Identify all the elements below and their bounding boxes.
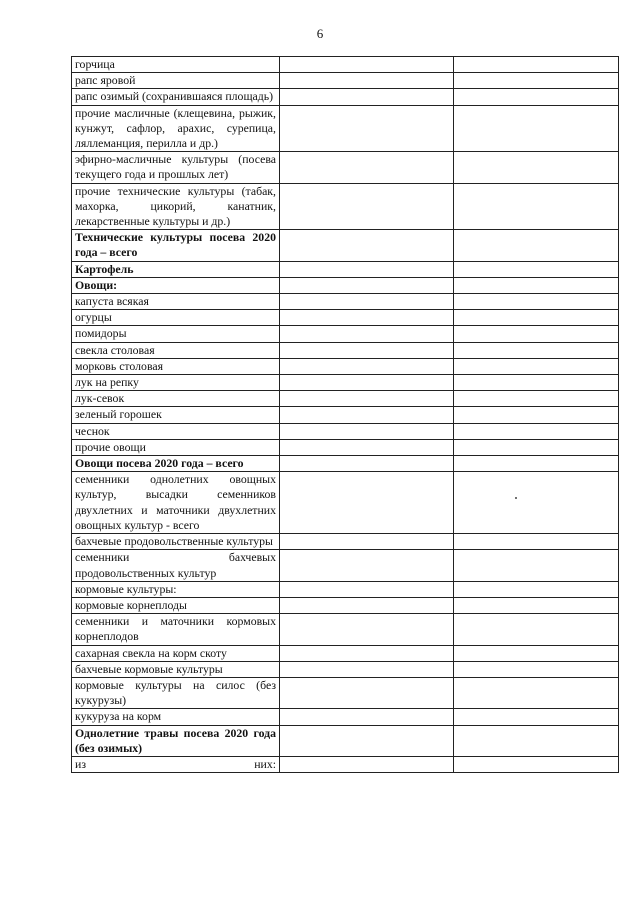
crop-label-cell: зеленый горошек xyxy=(72,407,280,423)
table-row xyxy=(72,391,619,407)
value-cell-1[interactable] xyxy=(280,550,454,581)
value-cell-1[interactable] xyxy=(280,326,454,342)
value-cell-2[interactable] xyxy=(454,597,619,613)
value-cell-1[interactable] xyxy=(280,709,454,725)
crop-label-cell: помидоры xyxy=(72,326,280,342)
value-cell-2[interactable] xyxy=(454,725,619,756)
crop-label-cell: Овощи посева 2020 года – всего xyxy=(72,456,280,472)
value-cell-1[interactable] xyxy=(280,375,454,391)
crop-label-cell: семенники и маточники кормовых корнеплодов xyxy=(72,614,280,645)
value-cell-1[interactable] xyxy=(280,277,454,293)
value-cell-2[interactable] xyxy=(454,423,619,439)
value-cell-2[interactable] xyxy=(454,183,619,230)
value-cell-2[interactable] xyxy=(454,472,619,534)
table-row xyxy=(72,105,619,152)
table-row xyxy=(72,439,619,455)
value-cell-1[interactable] xyxy=(280,456,454,472)
value-cell-2[interactable] xyxy=(454,89,619,105)
table-row xyxy=(72,661,619,677)
value-cell-2[interactable] xyxy=(454,756,619,772)
value-cell-1[interactable] xyxy=(280,105,454,152)
value-cell-2[interactable] xyxy=(454,358,619,374)
table-row xyxy=(72,261,619,277)
value-cell-1[interactable] xyxy=(280,73,454,89)
value-cell-1[interactable] xyxy=(280,661,454,677)
crops-table-body xyxy=(72,57,619,773)
table-row xyxy=(72,326,619,342)
crop-label-cell: чеснок xyxy=(72,423,280,439)
value-cell-1[interactable] xyxy=(280,391,454,407)
value-cell-1[interactable] xyxy=(280,407,454,423)
crop-label-cell: морковь столовая xyxy=(72,358,280,374)
crop-label-cell: прочие овощи xyxy=(72,439,280,455)
value-cell-1[interactable] xyxy=(280,183,454,230)
crop-label-cell: Картофель xyxy=(72,261,280,277)
value-cell-1[interactable] xyxy=(280,581,454,597)
crop-label-cell: рапс яровой xyxy=(72,73,280,89)
value-cell-2[interactable] xyxy=(454,57,619,73)
table-row xyxy=(72,756,619,772)
table-row xyxy=(72,183,619,230)
crop-label-cell: кормовые корнеплоды xyxy=(72,597,280,613)
value-cell-1[interactable] xyxy=(280,725,454,756)
table-row xyxy=(72,645,619,661)
value-cell-1[interactable] xyxy=(280,342,454,358)
crops-table xyxy=(71,56,619,773)
value-cell-2[interactable] xyxy=(454,439,619,455)
table-row xyxy=(72,294,619,310)
value-cell-2[interactable] xyxy=(454,709,619,725)
value-cell-1[interactable] xyxy=(280,152,454,183)
value-cell-2[interactable] xyxy=(454,342,619,358)
table-row xyxy=(72,456,619,472)
value-cell-2[interactable] xyxy=(454,277,619,293)
value-cell-1[interactable] xyxy=(280,310,454,326)
value-cell-1[interactable] xyxy=(280,294,454,310)
crop-label-cell: капуста всякая xyxy=(72,294,280,310)
value-cell-1[interactable] xyxy=(280,534,454,550)
page-number: 6 xyxy=(316,26,324,41)
crop-label-cell: эфирно-масличные культуры (посева текущего года и прошлых лет) xyxy=(72,152,280,183)
crop-label-cell: Овощи: xyxy=(72,277,280,293)
value-cell-2[interactable] xyxy=(454,534,619,550)
value-cell-1[interactable] xyxy=(280,597,454,613)
value-cell-2[interactable] xyxy=(454,407,619,423)
value-cell-2[interactable] xyxy=(454,614,619,645)
crop-label-cell: рапс озимый (сохранившаяся площадь) xyxy=(72,89,280,105)
crop-label-cell: семенники однолетних овощных культур, высадки семенников двухлетних и маточники двухлетних овощных культур - всего xyxy=(72,472,280,534)
value-cell-2[interactable] xyxy=(454,391,619,407)
value-cell-2[interactable] xyxy=(454,581,619,597)
value-cell-2[interactable] xyxy=(454,152,619,183)
crop-label-cell: прочие технические культуры (табак, махорка, цикорий, канатник, лекарственные культуры и др.) xyxy=(72,183,280,230)
table-row xyxy=(72,581,619,597)
table-row xyxy=(72,277,619,293)
table-row xyxy=(72,89,619,105)
table-row xyxy=(72,534,619,550)
crop-label-cell: из них: xyxy=(72,756,280,772)
value-cell-2[interactable] xyxy=(454,261,619,277)
crop-label-cell: кукуруза на корм xyxy=(72,709,280,725)
value-cell-2[interactable] xyxy=(454,230,619,261)
crop-label-cell: бахчевые кормовые культуры xyxy=(72,661,280,677)
value-cell-2[interactable] xyxy=(454,73,619,89)
value-cell-1[interactable] xyxy=(280,57,454,73)
crop-label-cell: кормовые культуры: xyxy=(72,581,280,597)
value-cell-2[interactable] xyxy=(454,677,619,708)
value-cell-2[interactable] xyxy=(454,294,619,310)
crop-label-cell: горчица xyxy=(72,57,280,73)
table-row xyxy=(72,152,619,183)
crop-label-cell: кормовые культуры на силос (без кукурузы) xyxy=(72,677,280,708)
value-cell-1[interactable] xyxy=(280,472,454,534)
value-cell-1[interactable] xyxy=(280,756,454,772)
crop-label-cell: свекла столовая xyxy=(72,342,280,358)
value-cell-2[interactable] xyxy=(454,550,619,581)
crop-label-cell: лук на репку xyxy=(72,375,280,391)
crop-label-cell: бахчевые продовольственные культуры xyxy=(72,534,280,550)
crop-label-cell: прочие масличные (клещевина, рыжик, кунжут, сафлор, арахис, сурепица, ляллеманция, перилла и др.) xyxy=(72,105,280,152)
crop-label-cell: лук-севок xyxy=(72,391,280,407)
value-cell-1[interactable] xyxy=(280,423,454,439)
crop-label-cell: семенники бахчевых продовольственных культур xyxy=(72,550,280,581)
table-row xyxy=(72,597,619,613)
value-cell-1[interactable] xyxy=(280,439,454,455)
value-cell-2[interactable] xyxy=(454,661,619,677)
table-row xyxy=(72,550,619,581)
table-row xyxy=(72,725,619,756)
scan-speck xyxy=(515,497,517,499)
table-row xyxy=(72,614,619,645)
value-cell-1[interactable] xyxy=(280,677,454,708)
value-cell-2[interactable] xyxy=(454,105,619,152)
crop-label-cell: Технические культуры посева 2020 года – всего xyxy=(72,230,280,261)
table-row xyxy=(72,677,619,708)
value-cell-1[interactable] xyxy=(280,614,454,645)
table-row xyxy=(72,230,619,261)
value-cell-1[interactable] xyxy=(280,261,454,277)
value-cell-2[interactable] xyxy=(454,310,619,326)
table-row xyxy=(72,358,619,374)
crop-label-cell: огурцы xyxy=(72,310,280,326)
table-row xyxy=(72,472,619,534)
value-cell-2[interactable] xyxy=(454,456,619,472)
table-row xyxy=(72,57,619,73)
value-cell-1[interactable] xyxy=(280,645,454,661)
table-row xyxy=(72,407,619,423)
table-row xyxy=(72,73,619,89)
table-row xyxy=(72,375,619,391)
table-row xyxy=(72,310,619,326)
value-cell-1[interactable] xyxy=(280,89,454,105)
crop-label-cell: Однолетние травы посева 2020 года (без озимых) xyxy=(72,725,280,756)
table-row xyxy=(72,342,619,358)
value-cell-2[interactable] xyxy=(454,645,619,661)
value-cell-1[interactable] xyxy=(280,230,454,261)
crop-label-cell: сахарная свекла на корм скоту xyxy=(72,645,280,661)
table-row xyxy=(72,423,619,439)
value-cell-1[interactable] xyxy=(280,358,454,374)
table-row xyxy=(72,709,619,725)
value-cell-2[interactable] xyxy=(454,375,619,391)
value-cell-2[interactable] xyxy=(454,326,619,342)
